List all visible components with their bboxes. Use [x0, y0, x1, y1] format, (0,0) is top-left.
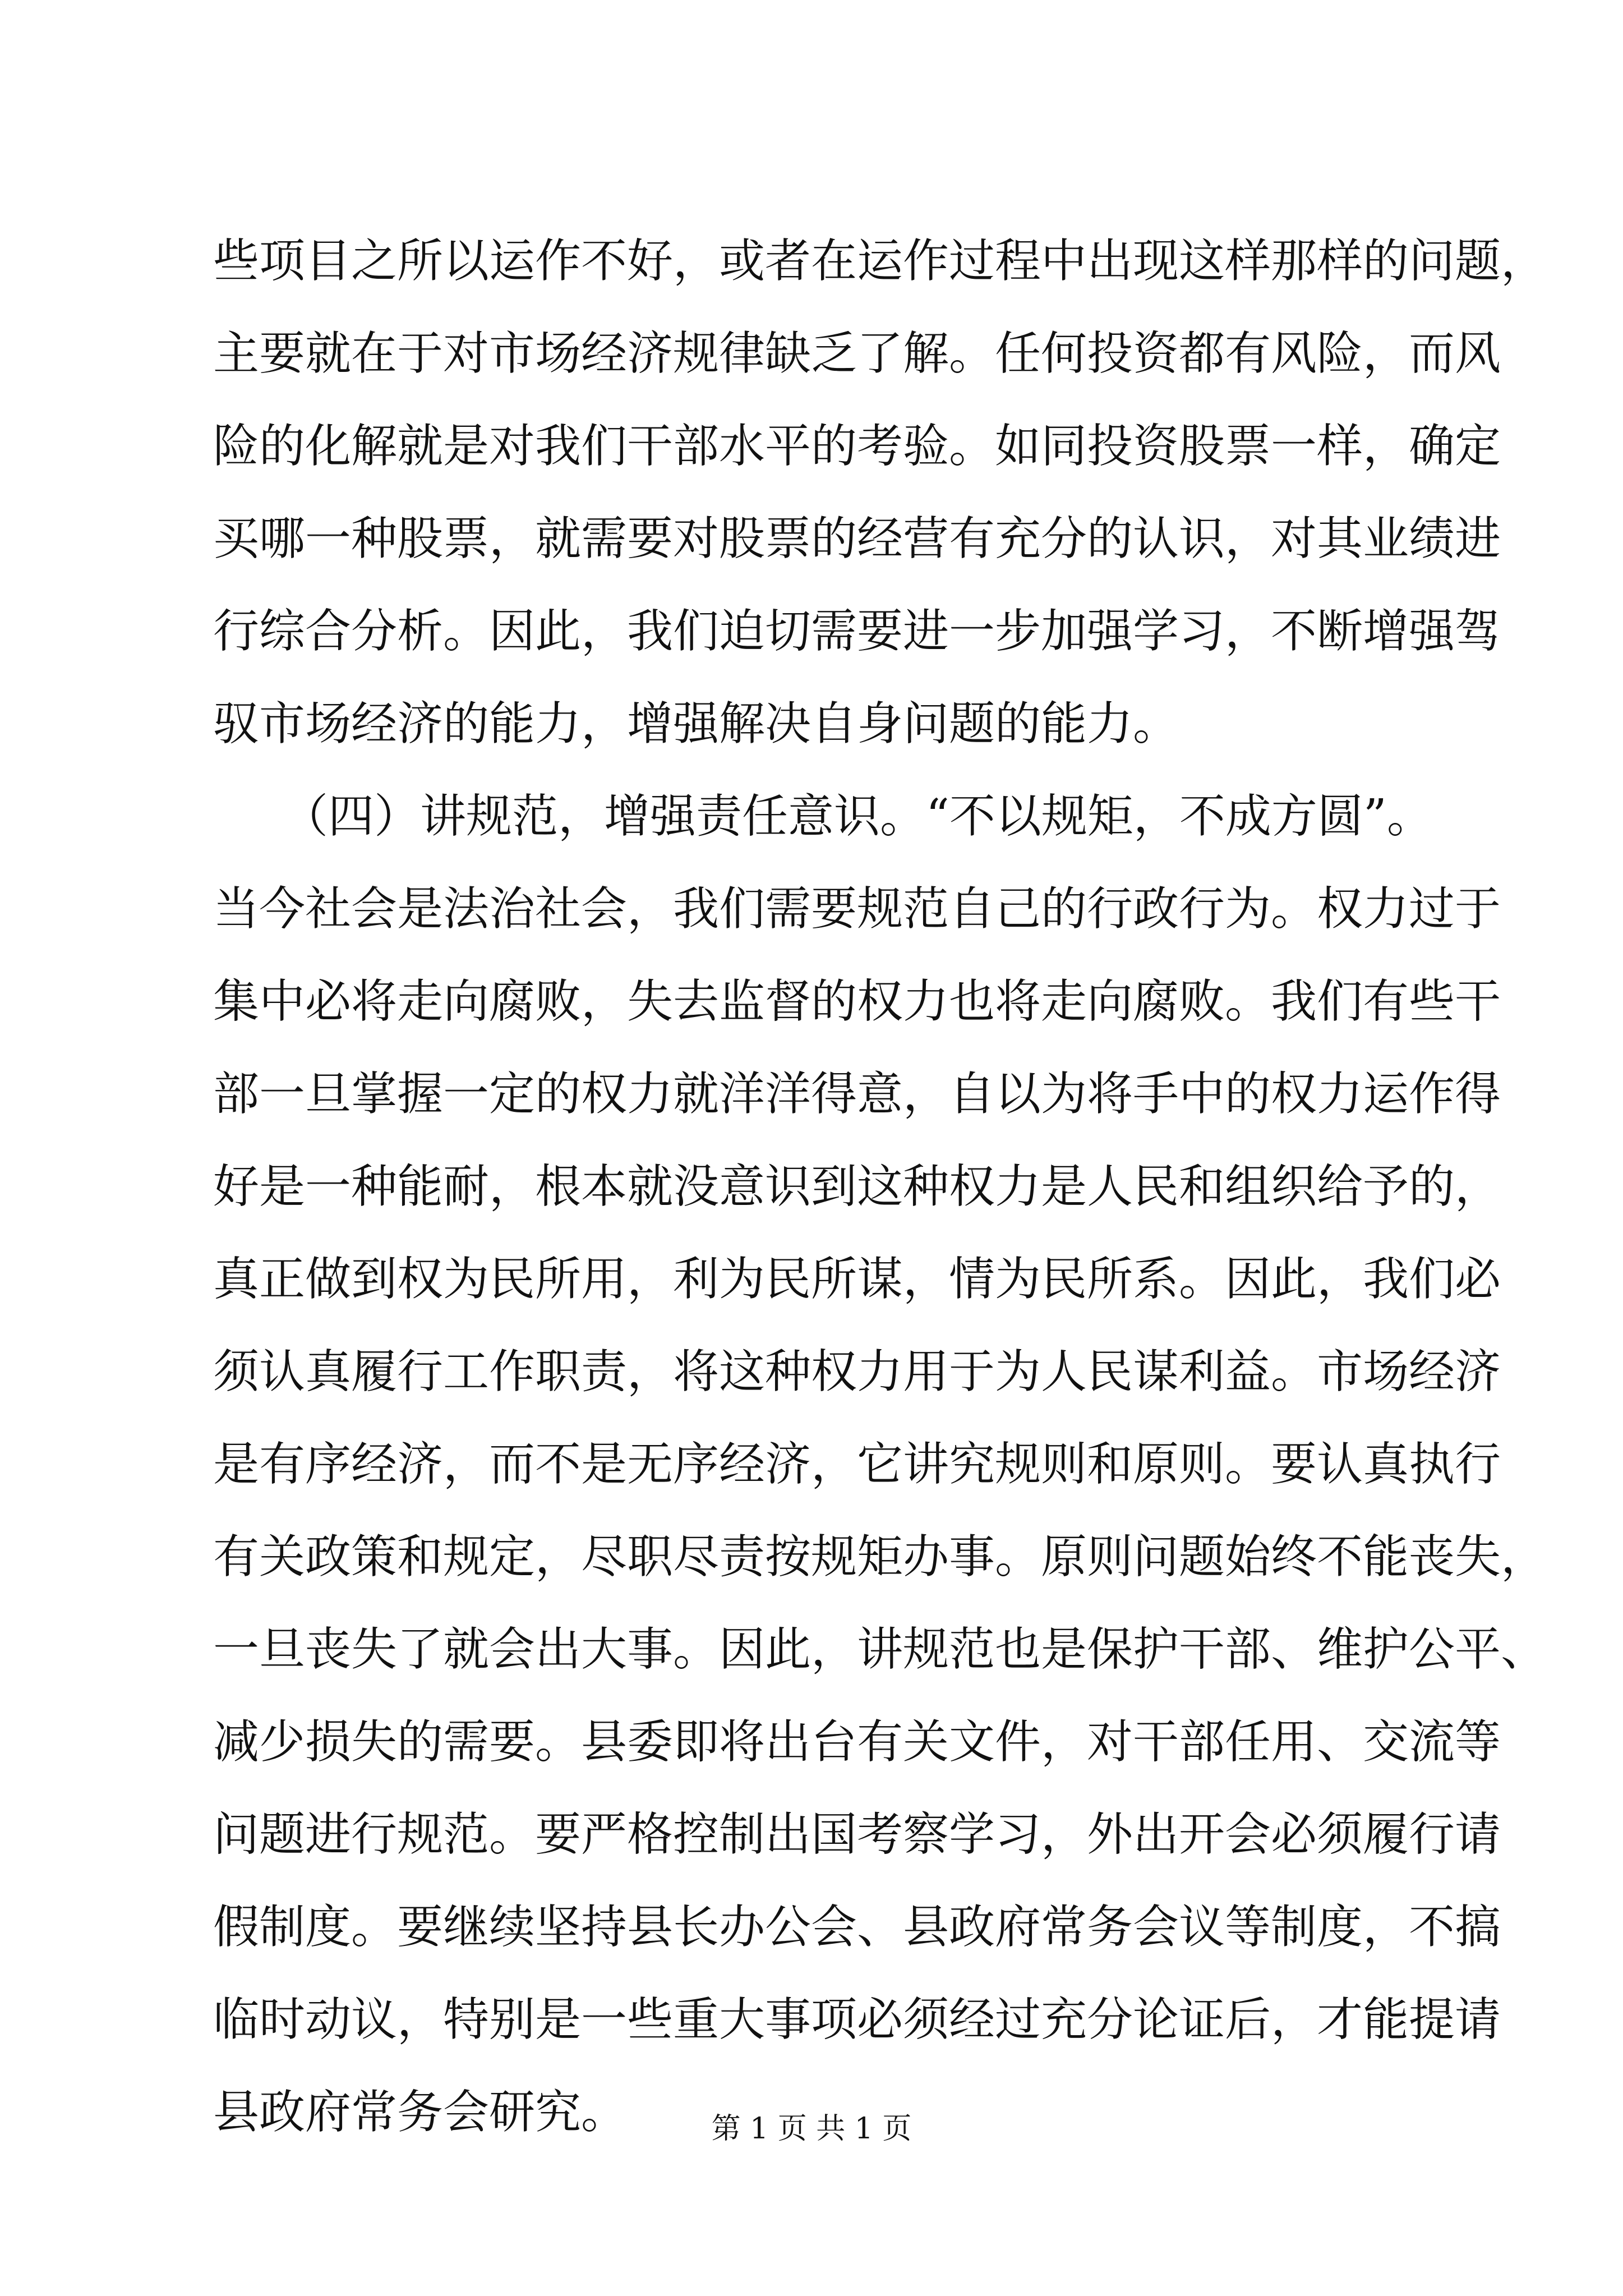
text-line: 县政府常务会研究。 — [213, 2086, 628, 2139]
page-number-footer: 第 1 页 共 1 页 — [711, 2112, 912, 2146]
text-line: 行综合分析。因此，我们迫切需要进一步加强学习，不断增强驾 — [213, 605, 1501, 658]
text-line: 好是一种能耐，根本就没意识到这种权力是人民和组织给予的， — [213, 1160, 1501, 1213]
text-line: 假制度。要继续坚持县长办公会、县政府常务会议等制度，不搞 — [213, 1901, 1501, 1954]
text-line: 是有序经济，而不是无序经济，它讲究规则和原则。要认真执行 — [213, 1438, 1501, 1491]
text-line: 部一旦掌握一定的权力就洋洋得意，自以为将手中的权力运作得 — [213, 1068, 1501, 1121]
text-line: 集中必将走向腐败，失去监督的权力也将走向腐败。我们有些干 — [213, 975, 1501, 1028]
text-line: 真正做到权为民所用，利为民所谋，情为民所系。因此，我们必 — [213, 1253, 1501, 1306]
text-line: 减少损失的需要。县委即将出台有关文件，对干部任用、交流等 — [213, 1715, 1501, 1769]
text-line: 驭市场经济的能力，增强解决自身问题的能力。 — [213, 697, 1179, 751]
text-line: （四）讲规范，增强责任意识。“不以规矩，不成方圆”。 — [213, 790, 1433, 843]
text-line: 买哪一种股票，就需要对股票的经营有充分的认识，对其业绩进 — [213, 512, 1501, 565]
text-line: 问题进行规范。要严格控制出国考察学习，外出开会必须履行请 — [213, 1808, 1501, 1861]
text-line: 险的化解就是对我们干部水平的考验。如同投资股票一样，确定 — [213, 420, 1501, 473]
text-line: 当今社会是法治社会，我们需要规范自己的行政行为。权力过于 — [213, 882, 1501, 936]
text-line: 须认真履行工作职责，将这种权力用于为人民谋利益。市场经济 — [213, 1345, 1501, 1398]
text-line: 有关政策和规定，尽职尽责按规矩办事。原则问题始终不能丧失， — [213, 1530, 1547, 1584]
text-line: 一旦丧失了就会出大事。因此，讲规范也是保护干部、维护公平、 — [213, 1623, 1547, 1676]
text-line: 些项目之所以运作不好，或者在运作过程中出现这样那样的问题， — [213, 234, 1547, 288]
text-line: 主要就在于对市场经济规律缺乏了解。任何投资都有风险，而风 — [213, 327, 1501, 380]
text-line: 临时动议，特别是一些重大事项必须经过充分论证后，才能提请 — [213, 1993, 1501, 2046]
